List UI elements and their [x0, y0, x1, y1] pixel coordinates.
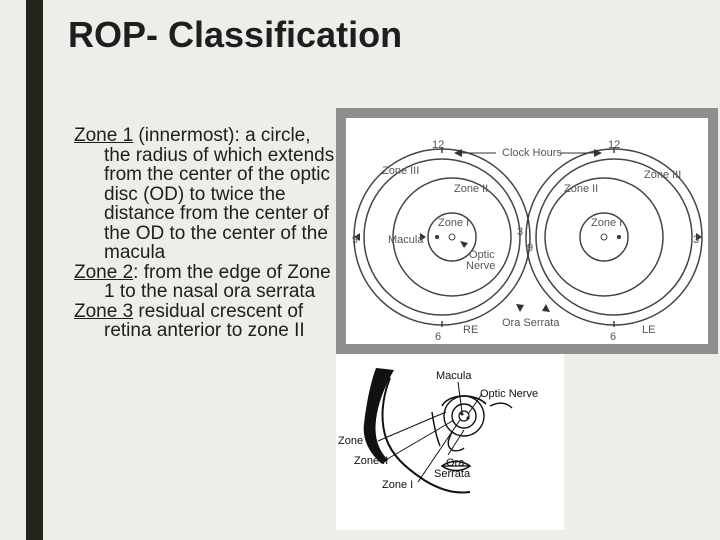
label-le: LE [642, 324, 656, 336]
label-macula: Macula [388, 234, 424, 246]
label-6-right: 6 [435, 331, 442, 343]
label-3-left: 3 [693, 234, 700, 246]
zone-2-label: Zone 2 [74, 261, 134, 283]
face-leader-lines [378, 382, 482, 482]
eye-zone-diagram-svg [336, 108, 718, 354]
other-eye [490, 403, 512, 408]
face-label-zone-iii: Zone III [338, 435, 376, 447]
face-label-zone-i: Zone I [382, 479, 414, 491]
label-zone-i-left: Zone I [591, 217, 623, 229]
label-clock-hours: Clock Hours [502, 147, 562, 159]
zone-3-definition [74, 302, 336, 341]
label-12-right: 12 [432, 139, 445, 151]
zone-3-text: residual crescent of retina anterior to zone II [104, 300, 305, 341]
zone-definitions [74, 126, 336, 341]
label-9-left: 9 [527, 242, 534, 254]
label-3-right: 3 [517, 226, 524, 238]
zone-1-text: (innermost): a circle, the radius of which extends from the center of the optic disc (OD) to twice the distance from the center of the OD to the center of the macula [104, 125, 335, 263]
label-zone-iii-left: Zone III [644, 169, 682, 181]
label-re: RE [463, 324, 479, 336]
face-label-ora: Ora [446, 457, 465, 469]
face-label-optic-nerve: Optic Nerve [480, 388, 539, 400]
eye-zone-diagram [336, 108, 718, 354]
label-zone-ii-right: Zone II [454, 183, 489, 195]
label-nerve: Nerve [466, 260, 496, 272]
face-label-zone-ii: Zone II [354, 455, 389, 467]
face-diagram [336, 354, 564, 530]
hair-shape [364, 368, 394, 464]
label-9-right: 9 [352, 234, 359, 246]
zone-3-label: Zone 3 [74, 300, 134, 322]
label-6-left: 6 [610, 331, 617, 343]
zone-1-label: Zone 1 [74, 125, 134, 146]
eye-zones [442, 396, 486, 436]
label-zone-i-right: Zone I [438, 217, 470, 229]
label-optic: Optic [469, 249, 495, 261]
zone-2-text: : from the edge of Zone 1 to the nasal ora serrata [104, 261, 331, 302]
slide-title: ROP- Classification [68, 14, 403, 55]
zone-1-definition [74, 126, 336, 263]
label-zone-ii-left: Zone II [564, 183, 599, 195]
zone-2-definition [74, 263, 336, 302]
label-ora-serrata: Ora Serrata [502, 317, 560, 329]
face-label-serrata: Serrata [434, 468, 471, 480]
label-12-left: 12 [608, 139, 621, 151]
left-accent-bar [26, 0, 43, 540]
face-diagram-svg [336, 354, 564, 530]
face-label-macula: Macula [436, 370, 472, 382]
label-zone-iii-right: Zone III [382, 165, 420, 177]
